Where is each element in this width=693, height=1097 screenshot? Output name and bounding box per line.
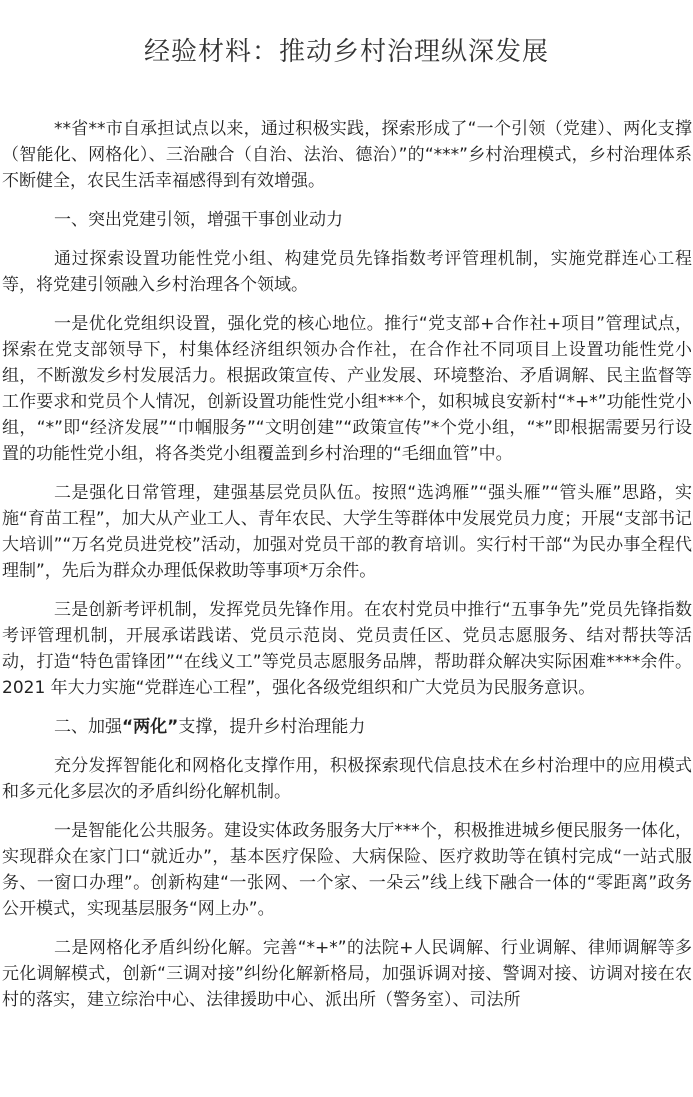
section-heading-2 (2, 714, 692, 740)
section-1-point-1: 一是优化党组织设置，强化党的核心地位。推行“党支部+合作社+项目”管理试点，探索在党支部领导下，村集体经济组织领办合作社，在合作社不同项目上设置功能性党小组，不断激发乡村发展活力。根据政策宣传、产业发展、环境整治、矛盾调解、民主监督等工作要求和党员个人情况，创新设置功能性党小组***个，如积城良安新村“*+*”功能性党小组，“*”即“经济发展”“巾帼服务”“文明创建”“政策宣传”*个党小组，“*”即根据需要另行设置的功能性党小组，将各类党小组覆盖到乡村治理的“毛细血管”中。 (2, 314, 692, 464)
section-1-point-3: 三是创新考评机制，发挥党员先锋作用。在农村党员中推行“五事争先”党员先锋指数考评管理机制，开展承诺践诺、党员示范岗、党员责任区、党员志愿服务、结对帮扶等活动，打造“特色雷锋团”“在线义工”等党员志愿服务品牌，帮助群众解决实际困难****余件。2021 年大力实施“党群连心工程”，强化各级党组织和广大党员为民服务意识。 (2, 600, 692, 698)
section-2-point-2: 二是网格化矛盾纠纷化解。完善“*+*”的法院+人民调解、行业调解、律师调解等多元化调解模式，创新“三调对接”纠纷化解新格局，加强诉调对接、警调对接、访调对接在农村的落实，建立综治中心、法律援助中心、派出所（警务室）、司法所 (2, 938, 692, 1010)
document-title: 经验材料：推动乡村治理纵深发展 (143, 37, 549, 67)
intro-paragraph: **省**市自承担试点以来，通过积极实践，探索形成了“一个引领（党建）、两化支撑（智能化、网格化）、三治融合（自治、法治、德治）”的“***”乡村治理模式，乡村治理体系不断健全，农民生活幸福感得到有效增强。 (2, 119, 692, 191)
section-2-summary: 充分发挥智能化和网格化支撑作用，积极探索现代信息技术在乡村治理中的应用模式和多元化多层次的矛盾纠纷化解机制。 (2, 756, 692, 802)
section-2-point-1: 一是智能化公共服务。建设实体政务服务大厅***个，积极推进城乡便民服务一体化，实现群众在家门口“就近办”，基本医疗保险、大病保险、医疗救助等在镇村完成“一站式服务、一窗口办理”。创新构建“一张网、一个家、一朵云”线上线下融合一体的“零距离”政务公开模式，实现基层服务“网上办”。 (2, 821, 692, 919)
section-heading-2-prefix: 二、加强 (54, 717, 122, 737)
section-1-summary: 通过探索设置功能性党小组、构建党员先锋指数考评管理机制，实施党群连心工程等，将党建引领融入乡村治理各个领域。 (2, 249, 692, 295)
section-1-point-2: 二是强化日常管理，建强基层党员队伍。按照“选鸿雁”“强头雁”“管头雁”思路，实施“育苗工程”，加大从产业工人、青年农民、大学生等群体中发展党员力度；开展“支部书记大培训”“万名党员进党校”活动，加强对党员干部的教育培训。实行村干部“为民办事全程代理制”，先后为群众办理低保救助等事项*万余件。 (2, 483, 692, 581)
section-heading-1: 一、突出党建引领，增强干事创业动力 (54, 210, 343, 230)
section-heading-2-emphasis: “两化” (122, 717, 179, 737)
section-heading-2-suffix: 支撑，提升乡村治理能力 (178, 717, 366, 737)
document-body (2, 116, 692, 1026)
